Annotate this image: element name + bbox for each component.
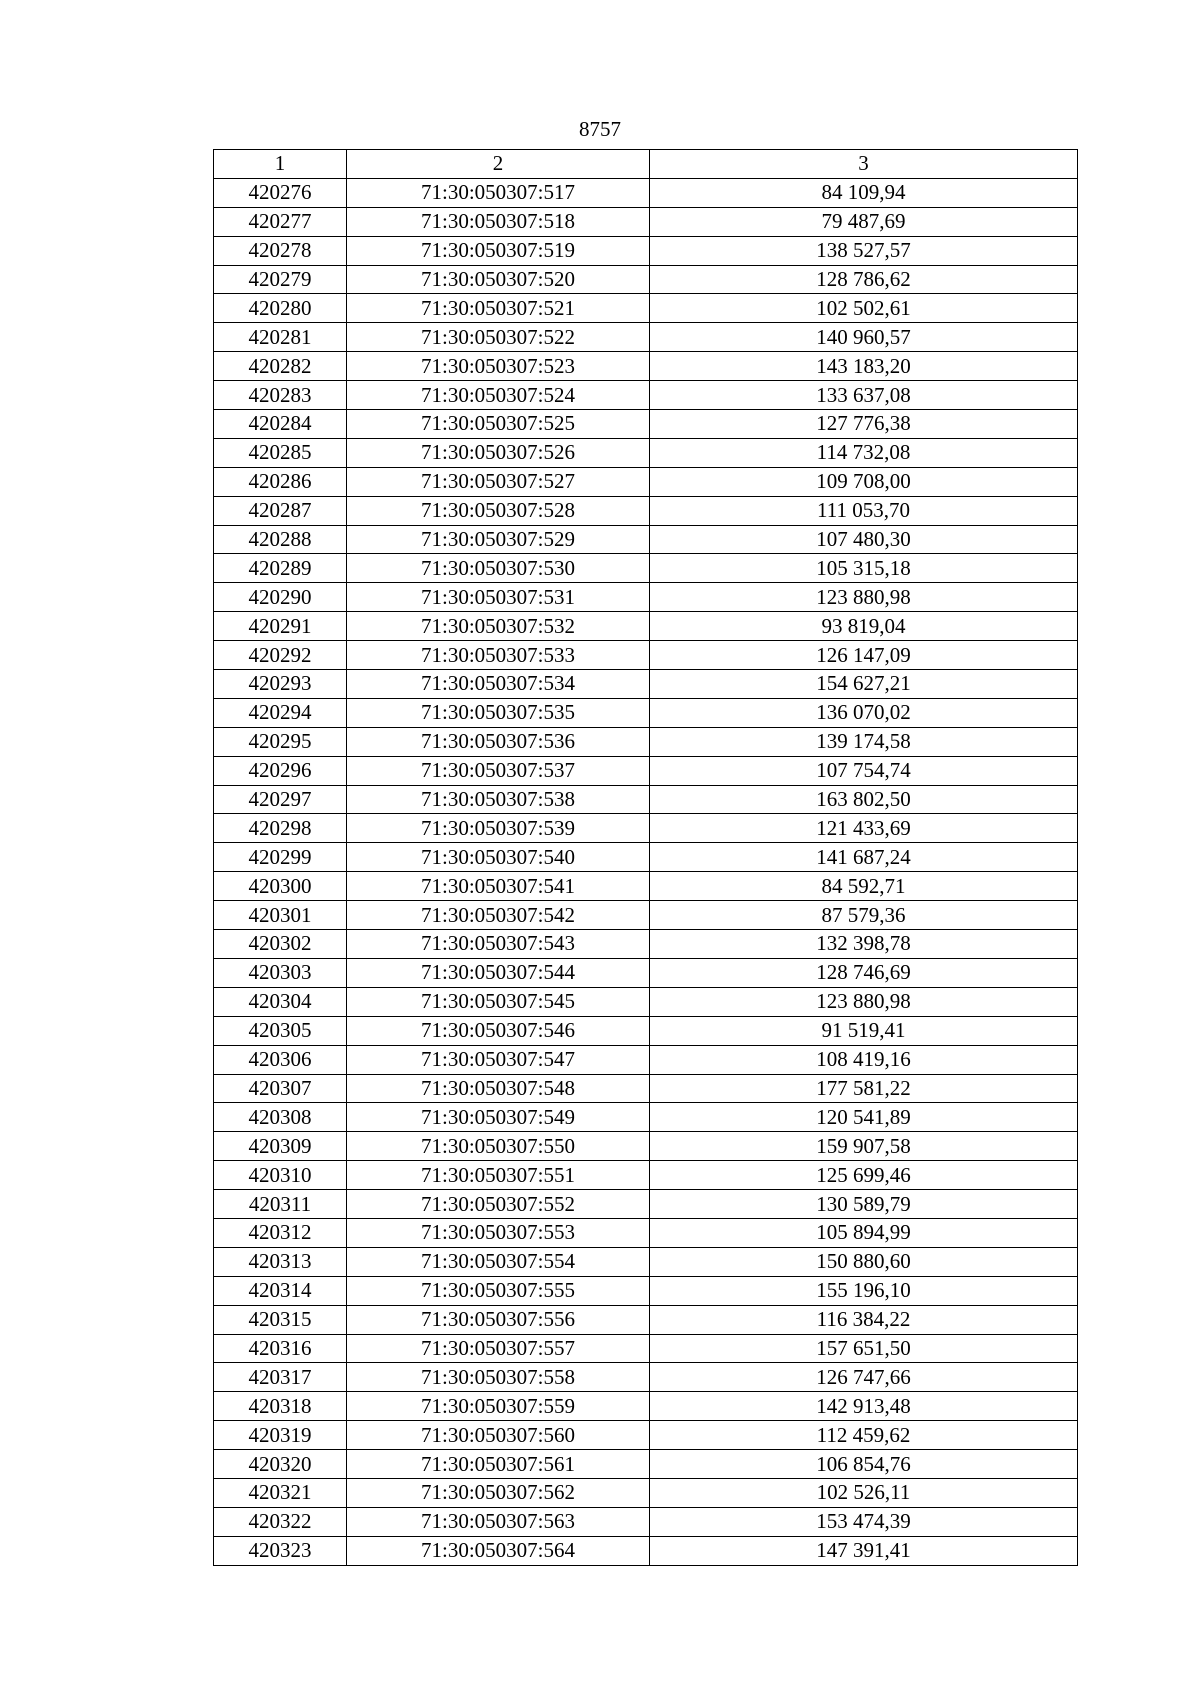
value-cell: 157 651,50 bbox=[650, 1334, 1078, 1363]
value-cell: 155 196,10 bbox=[650, 1276, 1078, 1305]
cadastral-number-cell: 71:30:050307:522 bbox=[347, 323, 650, 352]
table-row bbox=[214, 352, 1078, 381]
table-row bbox=[214, 236, 1078, 265]
cadastral-number-cell: 71:30:050307:527 bbox=[347, 467, 650, 496]
cadastral-number-cell: 71:30:050307:538 bbox=[347, 785, 650, 814]
table-row bbox=[214, 872, 1078, 901]
table-row bbox=[214, 814, 1078, 843]
cadastral-number-cell: 71:30:050307:554 bbox=[347, 1247, 650, 1276]
value-cell: 139 174,58 bbox=[650, 727, 1078, 756]
cadastral-number-cell: 71:30:050307:545 bbox=[347, 987, 650, 1016]
table-row bbox=[214, 525, 1078, 554]
row-number-cell: 420310 bbox=[214, 1161, 347, 1190]
cadastral-number-cell: 71:30:050307:540 bbox=[347, 843, 650, 872]
row-number-cell: 420285 bbox=[214, 438, 347, 467]
cadastral-value-table bbox=[213, 149, 1078, 1566]
table-row bbox=[214, 1507, 1078, 1536]
row-number-cell: 420309 bbox=[214, 1132, 347, 1161]
column-header-2: 2 bbox=[347, 150, 650, 179]
cadastral-number-cell: 71:30:050307:550 bbox=[347, 1132, 650, 1161]
table-header-row bbox=[214, 150, 1078, 179]
value-cell: 126 747,66 bbox=[650, 1363, 1078, 1392]
value-cell: 114 732,08 bbox=[650, 438, 1078, 467]
value-cell: 154 627,21 bbox=[650, 670, 1078, 699]
row-number-cell: 420276 bbox=[214, 178, 347, 207]
row-number-cell: 420315 bbox=[214, 1305, 347, 1334]
row-number-cell: 420300 bbox=[214, 872, 347, 901]
cadastral-number-cell: 71:30:050307:541 bbox=[347, 872, 650, 901]
table-row bbox=[214, 294, 1078, 323]
row-number-cell: 420291 bbox=[214, 612, 347, 641]
value-cell: 107 754,74 bbox=[650, 756, 1078, 785]
row-number-cell: 420278 bbox=[214, 236, 347, 265]
value-cell: 127 776,38 bbox=[650, 410, 1078, 439]
cadastral-number-cell: 71:30:050307:529 bbox=[347, 525, 650, 554]
table-row bbox=[214, 901, 1078, 930]
value-cell: 130 589,79 bbox=[650, 1190, 1078, 1219]
value-cell: 93 819,04 bbox=[650, 612, 1078, 641]
row-number-cell: 420304 bbox=[214, 987, 347, 1016]
row-number-cell: 420298 bbox=[214, 814, 347, 843]
row-number-cell: 420322 bbox=[214, 1507, 347, 1536]
table-row bbox=[214, 1478, 1078, 1507]
row-number-cell: 420282 bbox=[214, 352, 347, 381]
table-row bbox=[214, 1247, 1078, 1276]
column-header-3: 3 bbox=[650, 150, 1078, 179]
table-row bbox=[214, 756, 1078, 785]
table-row bbox=[214, 496, 1078, 525]
row-number-cell: 420299 bbox=[214, 843, 347, 872]
value-cell: 177 581,22 bbox=[650, 1074, 1078, 1103]
table-row bbox=[214, 1074, 1078, 1103]
table-body bbox=[214, 178, 1078, 1565]
row-number-cell: 420312 bbox=[214, 1218, 347, 1247]
row-number-cell: 420317 bbox=[214, 1363, 347, 1392]
cadastral-number-cell: 71:30:050307:561 bbox=[347, 1450, 650, 1479]
table-row bbox=[214, 1392, 1078, 1421]
value-cell: 136 070,02 bbox=[650, 698, 1078, 727]
value-cell: 138 527,57 bbox=[650, 236, 1078, 265]
value-cell: 142 913,48 bbox=[650, 1392, 1078, 1421]
cadastral-number-cell: 71:30:050307:549 bbox=[347, 1103, 650, 1132]
table-row bbox=[214, 1363, 1078, 1392]
row-number-cell: 420314 bbox=[214, 1276, 347, 1305]
table-row bbox=[214, 1305, 1078, 1334]
table-row bbox=[214, 1218, 1078, 1247]
value-cell: 150 880,60 bbox=[650, 1247, 1078, 1276]
row-number-cell: 420296 bbox=[214, 756, 347, 785]
table-row bbox=[214, 843, 1078, 872]
cadastral-number-cell: 71:30:050307:542 bbox=[347, 901, 650, 930]
value-cell: 125 699,46 bbox=[650, 1161, 1078, 1190]
row-number-cell: 420284 bbox=[214, 410, 347, 439]
cadastral-number-cell: 71:30:050307:530 bbox=[347, 554, 650, 583]
cadastral-number-cell: 71:30:050307:544 bbox=[347, 958, 650, 987]
value-cell: 120 541,89 bbox=[650, 1103, 1078, 1132]
table-row bbox=[214, 207, 1078, 236]
cadastral-number-cell: 71:30:050307:537 bbox=[347, 756, 650, 785]
cadastral-number-cell: 71:30:050307:563 bbox=[347, 1507, 650, 1536]
row-number-cell: 420313 bbox=[214, 1247, 347, 1276]
row-number-cell: 420289 bbox=[214, 554, 347, 583]
table-row bbox=[214, 1016, 1078, 1045]
cadastral-number-cell: 71:30:050307:546 bbox=[347, 1016, 650, 1045]
table-row bbox=[214, 698, 1078, 727]
cadastral-number-cell: 71:30:050307:521 bbox=[347, 294, 650, 323]
value-cell: 107 480,30 bbox=[650, 525, 1078, 554]
cadastral-number-cell: 71:30:050307:548 bbox=[347, 1074, 650, 1103]
row-number-cell: 420323 bbox=[214, 1536, 347, 1565]
row-number-cell: 420286 bbox=[214, 467, 347, 496]
value-cell: 106 854,76 bbox=[650, 1450, 1078, 1479]
value-cell: 123 880,98 bbox=[650, 987, 1078, 1016]
cadastral-number-cell: 71:30:050307:555 bbox=[347, 1276, 650, 1305]
value-cell: 116 384,22 bbox=[650, 1305, 1078, 1334]
cadastral-number-cell: 71:30:050307:526 bbox=[347, 438, 650, 467]
cadastral-number-cell: 71:30:050307:533 bbox=[347, 641, 650, 670]
table-row bbox=[214, 785, 1078, 814]
value-cell: 109 708,00 bbox=[650, 467, 1078, 496]
row-number-cell: 420319 bbox=[214, 1421, 347, 1450]
value-cell: 140 960,57 bbox=[650, 323, 1078, 352]
cadastral-number-cell: 71:30:050307:531 bbox=[347, 583, 650, 612]
row-number-cell: 420316 bbox=[214, 1334, 347, 1363]
row-number-cell: 420295 bbox=[214, 727, 347, 756]
value-cell: 111 053,70 bbox=[650, 496, 1078, 525]
value-cell: 102 526,11 bbox=[650, 1478, 1078, 1507]
row-number-cell: 420318 bbox=[214, 1392, 347, 1421]
value-cell: 132 398,78 bbox=[650, 930, 1078, 959]
table-row bbox=[214, 467, 1078, 496]
cadastral-number-cell: 71:30:050307:558 bbox=[347, 1363, 650, 1392]
cadastral-number-cell: 71:30:050307:535 bbox=[347, 698, 650, 727]
value-cell: 163 802,50 bbox=[650, 785, 1078, 814]
column-header-1: 1 bbox=[214, 150, 347, 179]
value-cell: 79 487,69 bbox=[650, 207, 1078, 236]
row-number-cell: 420301 bbox=[214, 901, 347, 930]
row-number-cell: 420294 bbox=[214, 698, 347, 727]
value-cell: 159 907,58 bbox=[650, 1132, 1078, 1161]
cadastral-number-cell: 71:30:050307:543 bbox=[347, 930, 650, 959]
table-row bbox=[214, 1276, 1078, 1305]
row-number-cell: 420288 bbox=[214, 525, 347, 554]
cadastral-number-cell: 71:30:050307:551 bbox=[347, 1161, 650, 1190]
cadastral-number-cell: 71:30:050307:520 bbox=[347, 265, 650, 294]
row-number-cell: 420307 bbox=[214, 1074, 347, 1103]
value-cell: 108 419,16 bbox=[650, 1045, 1078, 1074]
row-number-cell: 420292 bbox=[214, 641, 347, 670]
table-row bbox=[214, 1045, 1078, 1074]
value-cell: 153 474,39 bbox=[650, 1507, 1078, 1536]
row-number-cell: 420321 bbox=[214, 1478, 347, 1507]
cadastral-number-cell: 71:30:050307:547 bbox=[347, 1045, 650, 1074]
cadastral-number-cell: 71:30:050307:557 bbox=[347, 1334, 650, 1363]
cadastral-number-cell: 71:30:050307:534 bbox=[347, 670, 650, 699]
value-cell: 105 315,18 bbox=[650, 554, 1078, 583]
table-row bbox=[214, 641, 1078, 670]
row-number-cell: 420290 bbox=[214, 583, 347, 612]
value-cell: 91 519,41 bbox=[650, 1016, 1078, 1045]
table-row bbox=[214, 727, 1078, 756]
cadastral-number-cell: 71:30:050307:523 bbox=[347, 352, 650, 381]
table-row bbox=[214, 265, 1078, 294]
row-number-cell: 420277 bbox=[214, 207, 347, 236]
cadastral-number-cell: 71:30:050307:553 bbox=[347, 1218, 650, 1247]
row-number-cell: 420320 bbox=[214, 1450, 347, 1479]
value-cell: 133 637,08 bbox=[650, 381, 1078, 410]
value-cell: 126 147,09 bbox=[650, 641, 1078, 670]
cadastral-number-cell: 71:30:050307:525 bbox=[347, 410, 650, 439]
value-cell: 123 880,98 bbox=[650, 583, 1078, 612]
table-row bbox=[214, 612, 1078, 641]
row-number-cell: 420305 bbox=[214, 1016, 347, 1045]
table-row bbox=[214, 438, 1078, 467]
table-row bbox=[214, 410, 1078, 439]
row-number-cell: 420279 bbox=[214, 265, 347, 294]
table-row bbox=[214, 381, 1078, 410]
cadastral-number-cell: 71:30:050307:556 bbox=[347, 1305, 650, 1334]
table-row bbox=[214, 1103, 1078, 1132]
row-number-cell: 420303 bbox=[214, 958, 347, 987]
row-number-cell: 420297 bbox=[214, 785, 347, 814]
value-cell: 121 433,69 bbox=[650, 814, 1078, 843]
table-row bbox=[214, 987, 1078, 1016]
value-cell: 84 592,71 bbox=[650, 872, 1078, 901]
row-number-cell: 420280 bbox=[214, 294, 347, 323]
cadastral-number-cell: 71:30:050307:552 bbox=[347, 1190, 650, 1219]
table-row bbox=[214, 1450, 1078, 1479]
value-cell: 128 786,62 bbox=[650, 265, 1078, 294]
row-number-cell: 420302 bbox=[214, 930, 347, 959]
table-row bbox=[214, 1421, 1078, 1450]
cadastral-number-cell: 71:30:050307:562 bbox=[347, 1478, 650, 1507]
cadastral-number-cell: 71:30:050307:519 bbox=[347, 236, 650, 265]
value-cell: 128 746,69 bbox=[650, 958, 1078, 987]
row-number-cell: 420308 bbox=[214, 1103, 347, 1132]
cadastral-number-cell: 71:30:050307:564 bbox=[347, 1536, 650, 1565]
table-row bbox=[214, 958, 1078, 987]
table-row bbox=[214, 1190, 1078, 1219]
row-number-cell: 420293 bbox=[214, 670, 347, 699]
table-row bbox=[214, 583, 1078, 612]
cadastral-number-cell: 71:30:050307:517 bbox=[347, 178, 650, 207]
table-row bbox=[214, 1536, 1078, 1565]
cadastral-number-cell: 71:30:050307:528 bbox=[347, 496, 650, 525]
value-cell: 102 502,61 bbox=[650, 294, 1078, 323]
table-row bbox=[214, 178, 1078, 207]
row-number-cell: 420287 bbox=[214, 496, 347, 525]
row-number-cell: 420281 bbox=[214, 323, 347, 352]
row-number-cell: 420311 bbox=[214, 1190, 347, 1219]
value-cell: 87 579,36 bbox=[650, 901, 1078, 930]
table-row bbox=[214, 323, 1078, 352]
table-row bbox=[214, 1132, 1078, 1161]
table-row bbox=[214, 1334, 1078, 1363]
value-cell: 105 894,99 bbox=[650, 1218, 1078, 1247]
cadastral-number-cell: 71:30:050307:524 bbox=[347, 381, 650, 410]
value-cell: 147 391,41 bbox=[650, 1536, 1078, 1565]
cadastral-number-cell: 71:30:050307:518 bbox=[347, 207, 650, 236]
cadastral-number-cell: 71:30:050307:536 bbox=[347, 727, 650, 756]
cadastral-number-cell: 71:30:050307:539 bbox=[347, 814, 650, 843]
page-number: 8757 bbox=[579, 117, 621, 141]
row-number-cell: 420306 bbox=[214, 1045, 347, 1074]
table-row bbox=[214, 1161, 1078, 1190]
value-cell: 141 687,24 bbox=[650, 843, 1078, 872]
cadastral-number-cell: 71:30:050307:532 bbox=[347, 612, 650, 641]
table-row bbox=[214, 670, 1078, 699]
table-row bbox=[214, 930, 1078, 959]
row-number-cell: 420283 bbox=[214, 381, 347, 410]
cadastral-number-cell: 71:30:050307:560 bbox=[347, 1421, 650, 1450]
value-cell: 143 183,20 bbox=[650, 352, 1078, 381]
value-cell: 84 109,94 bbox=[650, 178, 1078, 207]
value-cell: 112 459,62 bbox=[650, 1421, 1078, 1450]
cadastral-number-cell: 71:30:050307:559 bbox=[347, 1392, 650, 1421]
table-row bbox=[214, 554, 1078, 583]
